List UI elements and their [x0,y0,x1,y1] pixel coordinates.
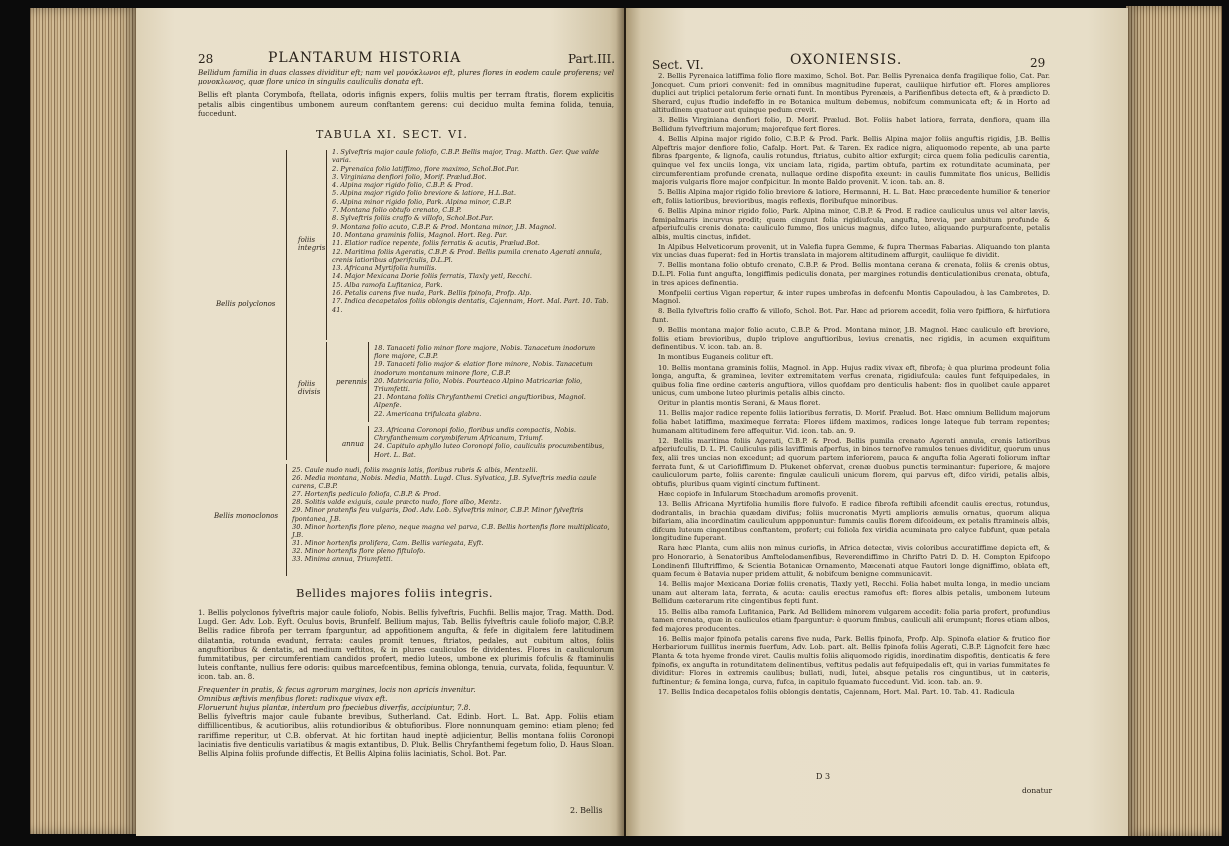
group3-list [292,466,610,563]
table-entry: 6. Alpina minor rigido folio, Park. Alpina minor, C.B.P. [332,197,512,206]
table-entry: 30. Minor hortenfis flore pleno, neque magna vel parva, C.B. Bellis hortenfis flore multiplicato, J.B. [292,522,610,539]
brace-perennis [368,342,369,422]
group1-list [332,148,610,314]
body-paragraph: 6. Bellis Alpina minor rigido folio, Park. Alpina minor, C.B.P. & Prod. E radice cauliculus unus vel alter lævis, femipalmaris incurvus prodit; quem cingunt folia rigidiufcula, angufta, brevia, per ambitum profunde & afperiufculis crenis donata: cauliculo fummo, flos unicus magnus, difco luteo, aliquando purpurafcente, petalis albis, multis cinctus, infidet. [652,206,1050,241]
body-paragraph: Floruerunt hujus plantæ, interdum pro fpeciebus diverfis, accipiuntur, 7.8. [198,703,471,713]
body-paragraph: 4. Bellis Alpina major rigido folio, C.B.P. & Prod. Park. Bellis Alpina major foliis anguftis rigidis, J.B. Bellis Alpeftris major denfiore folio, Cafalp. Hort. Pat. & Taren. Ex radice nigra, aliquomodo repente, ab una parte fibras fpargente, & lignofa, caulis rotundus, ftriatus, cubito altior exfurgit; circa quem folia pediculis carentia, quinque vel fex unciis longa, vix unciam lata, rigida, partim obtufa, partim ex rotunditate acuminata, per circumferentiam profunde crenata, nullaque ordine dispofita exeunt: in caulis fummitate flos unicus, Bellidis majoris vulgaris flore major confpicitur. In monte Baldo provenit. V. icon. tab. an. 8. [652,135,1050,187]
table-entry: 16. Petalis carens five nuda, Park. Bellis fpinofa, Profp. Alp. [332,289,532,298]
table-entry: 27. Hortenfis pediculo foliofa, C.B.P. & Prod. [292,490,441,499]
label-bellis-polyclonos: Bellis polyclonos [216,300,276,308]
table-entry: 28. Solitis valde exiguis, caule præcto nudo, flore albo, Mentz. [292,498,502,507]
left-body [198,608,614,758]
table-entry: 22. Americana trifulcata glabra. [374,409,482,418]
table-entry: 20. Matricaria folio, Nobis. Pourteaco Alpino Matricariæ folio, Triumfetti. [374,376,583,394]
right-body [652,72,1050,698]
table-entry: 10. Montana graminis foliis, Magnol. Hort. Reg. Par. [332,230,508,239]
body-paragraph: 7. Bellis montana folio obtufo crenato, C.B.P. & Prod. Bellis montana cerana & crenata, foliis & crenis obtus, D.L.Pl. Folia funt angufta, longiffimis pediculis donata, per margines rotundis denticulationibus crenata, obtufa, in tres apices definentia. [652,261,1050,287]
page-number-left: 28 [198,52,214,66]
label-bellis-monoclonos: Bellis monoclonos [214,512,279,520]
table-entry: 4. Alpina major rigido folio, C.B.P. & Prod. [332,181,473,190]
brace-polyclonos [286,150,287,460]
brace-monoclonos [286,464,287,576]
body-paragraph: 16. Bellis major fpinofa petalis carens five nuda, Park. Bellis fpinofa, Profp. Alp. Spinofa elatior & frutico fior Herbariorum fuillitus inermis fuerfum, Adv. Lob. part. alt. Bellis fpinofa foliis Agerati, C.B.P. Lignofcit fere hæc Planta & tota hyeme fronde viret. Caulis multis foliis aliquomodo rigidis, inordinatim dispofitis, denticatis & fere fpinofis, ex angufta in rotunditatem delinentibus, veftitus pedalis aut fefquipedalis eft, qui in varias fummitates fe dividitur: Flores in extremis caulibus; bullati, nudi, lutei, absque petalis ros cinguntibus, ut in cæteris, fuftinentur; & femina longa, curva, fufca, in capitulo fquamato fuccedunt. Vid. icon. tab. an. 9. [652,634,1050,686]
intro-paragraph: Bellidum familia in duas classes dividitur eft; nam vel μονόκλωνοι eft, plures flores in eodem caule proferens; vel μονοκλωνος, quæ flore unico in singulis cauliculis donata eft. [198,68,614,87]
body-paragraph: 5. Bellis Alpina major rigido folio breviore & latiore, Hermanni, H. L. Bat. Hæc præcedente humilior & tenerior eft, foliis latioribus, brevioribus, magis reflexis, floribufque minoribus. [652,188,1050,205]
table-entry: 29. Minor pratenfis feu vulgaris, Dod. Adv. Lob. Sylveftris minor, C.B.P. Minor fylveftris fpontanea, J.B. [292,506,584,523]
table-entry: 14. Major Mexicana Dorie foliis ferratis, Tlaxly yetl, Recchi. [332,272,532,281]
left-page [136,8,624,836]
section-label: Sect. VI. [652,58,704,72]
table-entry: 24. Capitulo aphyllo luteo Coronopi folio, cauliculis procumbentibus, Hort. L. Bat. [374,442,605,459]
part-label: Part.III. [568,52,616,66]
intro-text [198,68,614,118]
body-paragraph: 1. Bellis polyclonos fylveftris major caule foliofo, Nobis. Bellis fylveftris, Fuchfii. Bellis major, Trag. Matth. Dod. Lugd. Ger. Adv. Lob. Eyft. Oculus bovis, Brunfelf. Bellium majus, Tab. Bellis fylveftris caule foliofo major, C.B.P. Bellis radice fibrofa per terram fparguntur, ad appofitionem angufta, & fefe in digitalem fere latitudinem dilatantia, rotunda evadunt, ferrata: caules promit tenues, ftriatos, pedales, aut cubitum altos, foliis anguftioribus & dentatis, ad medium veftitos, & in plures cauliculos fe dividentes. Flores in cauliculorum fummitatibus, per circumferentiam candidos profert, medio luteos, umbone ex plurimis fofculis & ftaminulis luteis conftante, nullius fere odoris: quibus marcefcentibus, femina oblonga, tenuia, curvata, folida, fequuntur. V. icon. tab. an. 8. [198,608,614,682]
body-paragraph: Hæc copiofe in Infularum Stœchadum aromofis provenit. [658,489,859,498]
body-paragraph: 2. Bellis Pyrenaica latiffima folio flore maximo, Schol. Bot. Par. Bellis Pyrenaica denfa fragilique folio, Cat. Par. Joncquet. Cum priori convenit: fed in omnibus magnitudine fuperat, cauliique hirfutior eft. Flores ampliores duplici aut triplici petalorum ferie ornati funt. In montibus Pyrenæis, a Parifienfibus detecta eft, & à prædicto D. Sherard, cujus ftudio indefeffo in re Botanica multum debemus, nobifcum communicata eft; & in Horto ad altitudinem quatuor aut quinque pedum crevit. [652,72,1050,115]
label-perennis: perennis [336,378,367,386]
label-foliis-divisis: foliis divisis [298,380,321,396]
table-entry: 3. Virginiana denfiori folio, Morif. Prælud.Bot. [332,172,487,181]
body-paragraph: In montibus Euganeis colitur eft. [658,353,774,362]
table-entry: 21. Montana foliis Chryfanthemi Cretici anguftioribus, Magnol. Alpenfe. [374,393,586,410]
table-entry: 26. Media montana, Nobis. Media, Matth. Lugd. Clus. Sylvatica, J.B. Sylveftris media caule carens, C.B.P. [292,474,597,491]
body-paragraph: Oritur in plantis montis Serani, & Maus floret. [658,399,821,408]
table-entry: 15. Alba ramofa Lufitanica, Park. [332,280,443,289]
body-paragraph: 12. Bellis maritima foliis Agerati, C.B.P. & Prod. Bellis pumila crenato Agerati annula, crenis latioribus afperiufculis, D. L. Pl. Cauliculus pilis laviffimis afperfus, in binos ternofve ramulos tenues dividitur, quorum unus fex, alii tres uncias non excedunt; ad quorum partem inferiorem, pauca & angufta folia Agerati foliorum inftar ferrata funt, & ut Cariofiffimum D. Plukenet obfervat, crenæ duobus punctis terminantur: fuperiore, & majore cauliculorum parte, foliis carente: fingulæ cauliculi unicum florem, qui parvus eft, difco viridi, petalis albis, obtufis, pluribus quam vigintí cinctum fuftinent. [652,436,1050,488]
body-paragraph: 9. Bellis montana major folio acuto, C.B.P. & Prod. Montana minor, J.B. Magnol. Hæc cauliculo eft breviore, foliis etiam brevioribus, duplo triplove anguftioribus, levius crenatis, nec rigidis, in acumen exquifitum definentibus. V. icon. tab. an. 8. [652,326,1050,352]
table-entry: 12. Maritima foliis Ageratis, C.B.P. & Prod. Bellis pumila crenato Agerati annula, crenis latioribus afperifculis, D.L.Pl. [332,247,602,264]
group2-perennis-list [374,344,610,418]
body-paragraph: 8. Bella fylveftris folio craffo & villofo, Schol. Bot. Par. Hæc ad priorem accedit, folia vero fpiffiora, & hirfutiora funt. [652,307,1050,325]
left-page-edges [30,8,138,834]
table-entry: 11. Elatior radice repente, foliis ferratis & acutis, Prælud.Bot. [332,239,540,248]
body-paragraph: 15. Bellis alba ramofa Lufitanica, Park. Ad Bellidem minorem vulgarem accedit: folia paria profert, profundius tamen crenata, quæ in cauliculos etiam fparguntur: è quorum fimbus, cauliculi alii erumpunt; flores etiam albos, fed majores producentes. [652,607,1050,633]
table-entry: 2. Pyrenaica folio latiffimo, flore maximo, Schol.Bot.Par. [332,164,520,173]
body-paragraph: 13. Bellis Africana Myrtifolia humilis flore fulvofo. E radice fibrofa reftibili afcendit caulis erectus, rotundus, dodrantalis, in brachia quædam divifus; foliis mucronatis Myrti amplioris æmulis ornatus, quorum aliqua bifariam, alia incordinatim cauliculum appponuntur: fummis caulis florem difcoideum, ex petalis ftramineis albis, difcum luteum cingentibus conftantem, profert; cui foliola fex viridia acuminata pro calyce fubfunt, quæ petala longitudine fuperant. [652,499,1050,543]
catchword-left: 2. Bellis [570,806,603,815]
table-entry: 5. Alpina major rigido folio breviore & latiore, H.L.Bat. [332,189,516,198]
body-paragraph: Omnibus æftivis menfibus floret: radixque vivax eft. [198,693,388,703]
page-number-right: 29 [1030,56,1046,70]
table-entry: 18. Tanaceti folio minor flore majore, Nobis. Tanacetum inodorum flore majore, C.B.P. [374,344,596,361]
table-entry: 31. Minor hortenfis prolifera, Cam. Bellis variegata, Eyft. [292,538,484,547]
brace-annua [368,426,369,462]
brace-foliis-integris [326,150,327,340]
table-entry: 19. Tanaceti folio major & elatior flore minore, Nobis. Tanacetum inodorum montanum minore flore, C.B.P. [374,360,593,377]
signature-mark: D 3 [816,772,831,781]
body-paragraph: Frequenter in pratis, & fecus agrorum margines, locis non apricis invenitur. [198,684,476,694]
brace-foliis-divisis [326,342,327,462]
body-paragraph: Monfpelii certius Vigan repertur, & inter rupes umbrofas in defcenfu Montis Capouladou, à las Cambretes, D. Magnol. [652,288,1050,306]
table-entry: 25. Caule nudo nudi, foliis magnis latis, floribus rubris & albis, Mentzelii. [292,466,538,474]
table-entry: 7. Montana folio obtufo crenato, C.B.P. [332,206,462,215]
running-title-right: OXONIENSIS. [790,52,903,68]
body-paragraph: In Alpibus Helveticorum provenit, ut in Valefia fupra Gemme, & fupra Thermas Fabarias. Aliquando ton planta vix uncias duas fuperat: fed in Hortis translata in majorem altitudinem affurgit, cauliique fe dividit. [652,242,1050,260]
catchword-right: donatur [1022,786,1053,795]
table-title: TABULA XI. SECT. VI. [316,128,469,141]
table-entry: 1. Sylveftris major caule foliofo, C.B.P. Bellis major, Trag. Matth. Ger. Que valde varia. [332,148,599,165]
right-page-edges [1126,6,1222,836]
table-entry: 23. Africana Coronopi folio, floribus undis compactis, Nobis. Chryfanthemum corymbiferum Africanum, Triumf. [374,426,576,443]
body-paragraph: 17. Bellis Indica decapetalos foliis oblongis dentatis, Cajennam, Hort. Mal. Part. 10. Tab. 41. Radicula [658,687,1015,696]
label-foliis-integris: foliis integris [298,236,326,252]
table-entry: 17. Indica decapetalos foliis oblongis dentatis, Cajennam, Hort. Mal. Part. 10. Tab. 41. [332,297,609,314]
body-paragraph: Rara hæc Planta, cum aliis non minus curiofis, in Africa detectæ, vivis coloribus accuratiffime depicta eft, & pro Honorario, à Senatoribus Amftelodamenfibus, Reverendiffimo in Chrifto Patri D. D. H. Compton Epifcopo Londinenfi Illuftriffimo, & Scientia Botanicæ Ornamento, Mæcenati atque Fautori longe digniffimo, oblata eft, quam fecum è Batavia nuper pridem attulit, & nobifcum benigne communicavit. [652,544,1050,579]
table-entry: 9. Montana folio acuto, C.B.P. & Prod. Montana minor, J.B. Magnol. [332,222,557,231]
label-annua: annua [342,440,364,448]
table-entry: 32. Minor hortenfis flore pleno fiftulofo. [292,546,426,555]
body-paragraph: 3. Bellis Virginiana denfiori folio, D. Morif. Prælud. Bot. Foliis habet latiora, ferrata, denfiora, quam illa Bellidum fylveftrium majorum; majorefque fert flores. [652,116,1050,134]
section-title: Bellides majores foliis integris. [296,586,494,600]
body-paragraph: 10. Bellis montana graminis foliis, Magnol. in App. Hujus radix vivax eft, fibrofa; è qua plurima prodeunt folia longa, angufta, & graminea, leviter extremitatem verfus crenata, rigidiufcula: caules funt fefquipedales, in quibus folia fine ordine cæteris anguftiora, villos quofdam pro denticulis habent: flos in quolibet caule apparet unicus, cum umbone luteo plurimis petalis albis cincto. [652,363,1050,398]
table-entry: 33. Minima annua, Triumfetti. [292,555,393,564]
group2-annua-list [374,426,610,459]
running-title-left: PLANTARUM HISTORIA [268,50,462,66]
table-entry: 13. Africana Myrtifolia humilis. [332,264,437,273]
intro-paragraph: Bellis eft planta Corymbofa, ftellata, odoris infignis expers, foliis multis per terram ftratis, florem explicitis petalis albis cingentibus umbonem aureum conftantem gerens: cui deciduo multa femina folida, tenuia, fuccedunt. [198,90,614,118]
table-entry: 8. Sylveftris foliis craffo & villofo, Schol.Bot.Par. [332,214,494,223]
body-paragraph: Bellis fylveftris major caule fubante brevibus, Sutherland. Cat. Edinb. Hort. L. Bat. App. Foliis etiam diffillicentibus, & acutioribus, aliis rotundioribus & obtufioribus. Flore nonnunquam gemino: etiam pleno; fed rariffime reperitur, ut C.B. obfervat. At hic fortitan haud ineptè adjicientur, Bellis montana foliis Coronopi laciniatis five denticulis variatibus & magis extantibus, D. Pluk. Bellis Chryfanthemi fegetum folio, D. Haus Sloan. Bellis Alpina foliis profunde diffectis, Et Bellis Alpina foliis laciniatis, Schol. Bot. Par. [198,712,614,759]
body-paragraph: 14. Bellis major Mexicana Doriæ foliis crenatis, Tlaxly yetl, Recchi. Folia habet multa longa, in medio unciam unam aut alteram lata, ferrata, & acuta: caulis erectus ramofus eft: flores albis petalis, umbonem luteum Bellidum cæterarum rite cingentibus fepti funt. [652,580,1050,606]
body-paragraph: 11. Bellis major radice repente foliis latioribus ferratis, D. Morif. Prælud. Bot. Hæc omnium Bellidum majorum folia habet latiffima, maximeque ferrata: Flores iifdem maximos, radices longe lateque fub terram repentes; humanam altitudinem fere affequitur. Vid. icon. tab. an. 9. [652,409,1050,435]
right-page [626,8,1128,836]
